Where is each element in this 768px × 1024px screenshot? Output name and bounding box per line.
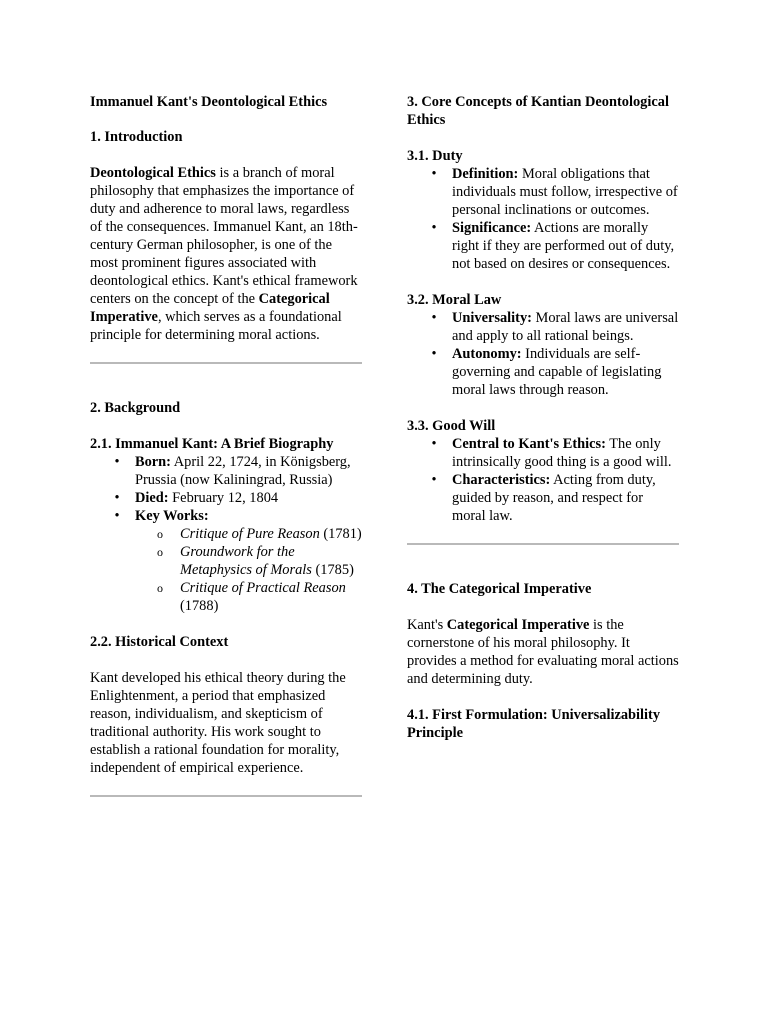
list-item [407,435,679,471]
document-title: Immanuel Kant's Deontological Ethics [90,94,328,110]
bullet-icon: • [431,346,437,362]
work-title: Critique of Practical Reason [180,580,346,596]
historical-context-heading: 2.2. Historical Context [90,634,229,650]
list-item-born [90,453,362,489]
section-divider [407,543,679,545]
circle-bullet-icon: o [157,545,163,559]
first-formulation-heading: 4.1. First Formulation: Universalizability Principle [407,707,661,741]
categorical-imperative-heading: 4. The Categorical Imperative [407,581,592,597]
core-concepts-heading: 3. Core Concepts of Kantian Deontological Ethics [407,94,669,128]
section-divider [90,795,362,797]
key-works-label: Key Works: [135,508,209,524]
term-deontological-ethics: Deontological Ethics [90,165,216,181]
good-will-list [407,435,679,525]
bullet-icon: • [431,436,437,452]
term-categorical-imperative: Categorical Imperative [446,617,590,633]
item-text: Individuals are self-governing and capable of legislating moral laws through reason. [452,346,662,398]
good-will-heading: 3.3. Good Will [407,418,496,434]
item-text: Moral laws are universal and apply to all rational beings. [452,310,679,344]
bullet-icon: • [431,472,437,488]
item-label: Autonomy: [452,346,522,362]
item-label: Definition: [452,166,519,182]
bullet-icon: • [114,490,120,506]
bullet-icon: • [431,166,437,182]
item-label: Significance: [452,220,532,236]
list-item-died [90,489,362,507]
item-text: Actions are morally right if they are performed out of duty, not based on desires or consequences. [452,220,675,272]
item-text: The only intrinsically good thing is a good will. [452,436,672,470]
biography-list [90,453,362,615]
bullet-icon: • [114,508,120,524]
work-year: (1785) [311,562,354,578]
works-sublist [135,525,362,615]
background-heading: 2. Background [90,400,181,416]
ci-text-1: Kant's [407,617,447,633]
categorical-imperative-paragraph [407,616,679,688]
born-label: Born: [135,454,171,470]
bullet-icon: • [431,310,437,326]
introduction-heading: 1. Introduction [90,129,183,145]
list-item [407,165,679,219]
work-title: Critique of Pure Reason [180,526,320,542]
circle-bullet-icon: o [157,527,163,541]
item-label: Central to Kant's Ethics: [452,436,606,452]
ci-text-2: is the cornerstone of his moral philosophy. It provides a method for evaluating moral actions and determining duty. [407,617,679,687]
historical-context-paragraph: Kant developed his ethical theory during the Enlightenment, a period that emphasized reason, individualism, and skepticism of traditional authority. His work sought to establish a rational foundation for morality, independent of empirical experience. [90,670,346,776]
work-title: Groundwork for the Metaphysics of Morals [180,544,312,578]
intro-text-1: is a branch of moral philosophy that emphasizes the importance of duty and adherence to moral laws, regardless of the consequences. Immanuel Kant, an 18th-century German philosopher, is one of the most prominent figures associated with deontological ethics. Kant's ethical framework centers on the concept of the [90,165,358,307]
left-column [90,93,362,797]
bullet-icon: • [114,454,120,470]
circle-bullet-icon: o [157,581,163,595]
right-column [407,93,679,742]
list-item [407,345,679,399]
list-item-key-works [90,507,362,615]
item-label: Characteristics: [452,472,551,488]
term-categorical-imperative: Categorical Imperative [90,291,330,325]
moral-law-heading: 3.2. Moral Law [407,292,502,308]
section-divider [90,362,362,364]
work-item [135,525,362,543]
item-text: Acting from duty, guided by reason, and respect for moral law. [452,472,656,524]
biography-heading: 2.1. Immanuel Kant: A Brief Biography [90,436,334,452]
work-year: (1781) [319,526,362,542]
died-label: Died: [135,490,169,506]
item-text: Moral obligations that individuals must follow, irrespective of personal inclinations or outcomes. [452,166,678,218]
moral-law-list [407,309,679,399]
born-value: April 22, 1724, in Königsberg, Prussia (now Kaliningrad, Russia) [135,454,351,488]
work-year: (1788) [180,598,219,614]
list-item [407,309,679,345]
duty-heading: 3.1. Duty [407,148,463,164]
item-label: Universality: [452,310,532,326]
work-item [135,543,362,579]
introduction-paragraph [90,164,362,344]
list-item [407,219,679,273]
died-value: February 12, 1804 [168,490,279,506]
bullet-icon: • [431,220,437,236]
duty-list [407,165,679,273]
intro-text-2: , which serves as a foundational principle for determining moral actions. [90,309,342,343]
list-item [407,471,679,525]
work-item [135,579,362,615]
